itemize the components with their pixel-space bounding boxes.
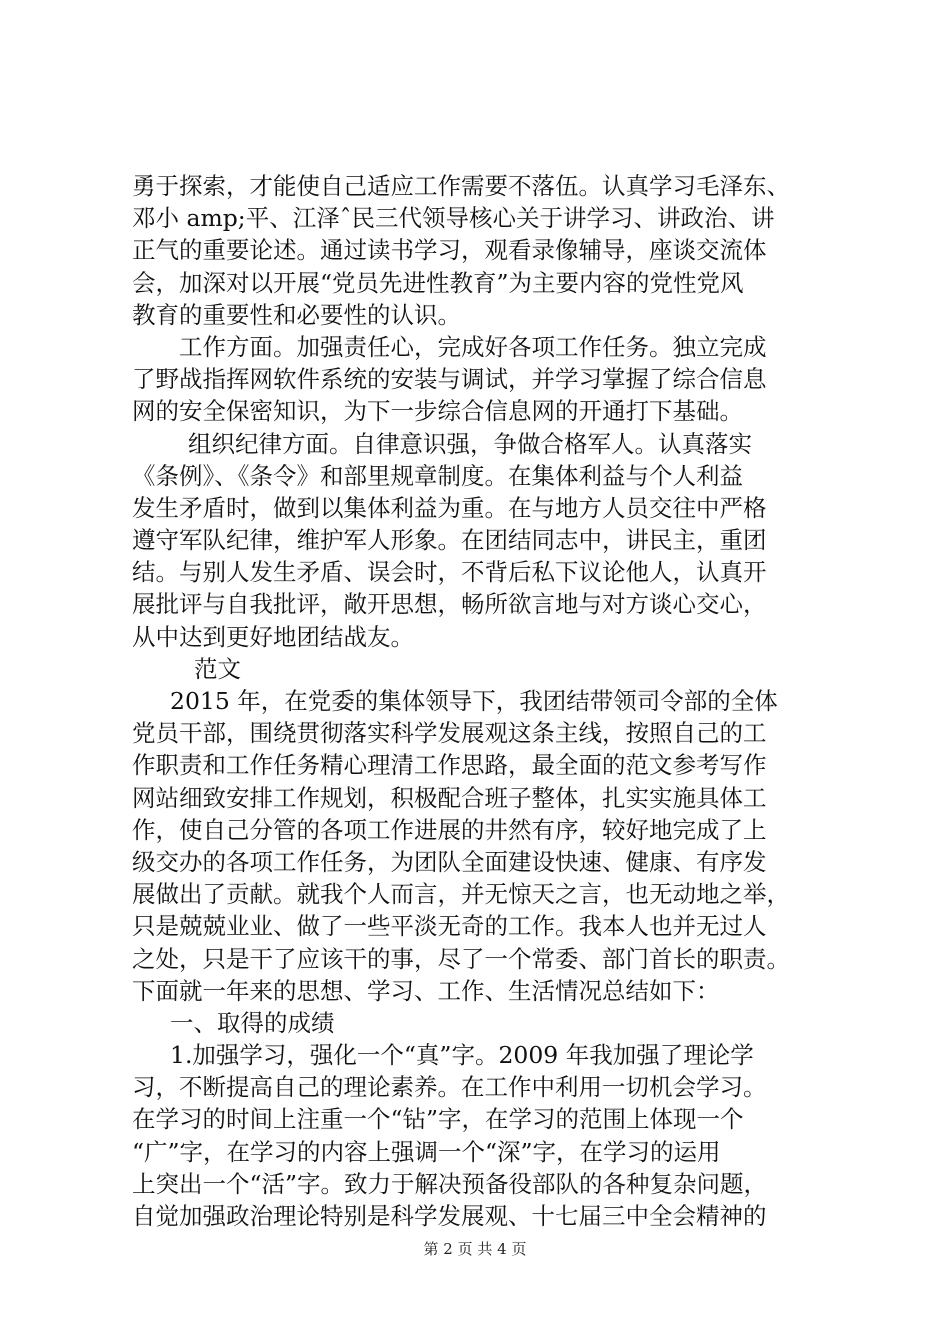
text-line: 2015 年，在党委的集体领导下，我团结带领司令部的全体: [170, 687, 778, 715]
text-line: 级交办的各项工作任务，为团队全面建设快速、健康、有序发: [132, 847, 767, 876]
text-line: 在学习的时间上注重一个“钻”字，在学习的范围上体现一个: [132, 1105, 744, 1134]
text-line: 下面就一年来的思想、学习、工作、生活情况总结如下：: [132, 976, 720, 1005]
text-line: 会，加深对以开展“党员先进性教育”为主要内容的党性党风: [132, 268, 744, 297]
text-line: 正气的重要论述。通过读书学习，观看录像辅导，座谈交流体: [132, 236, 767, 265]
text-line: 只是兢兢业业、做了一些平淡无奇的工作。我本人也并无过人: [132, 912, 767, 941]
body-text: [132, 170, 832, 1232]
text-line: 作，使自己分管的各项工作进展的井然有序，较好地完成了上: [132, 815, 767, 844]
text-line: 习，不断提高自己的理论素养。在工作中利用一切机会学习。: [132, 1073, 767, 1102]
text-line: 教育的重要性和必要性的认识。: [132, 300, 461, 329]
text-line: 网的安全保密知识，为下一步综合信息网的开通打下基础。: [132, 397, 743, 426]
text-line: 从中达到更好地团结战友。: [132, 622, 414, 651]
text-line: 遵守军队纪律，维护军人形象。在团结同志中，讲民主，重团: [132, 526, 767, 555]
text-line: 党员干部，围绕贯彻落实科学发展观这条主线，按照自己的工: [132, 719, 767, 748]
text-line: 邓小 amp;平、江泽ˆ民三代领导核心关于讲学习、讲政治、讲: [132, 204, 775, 233]
text-line: 展做出了贡献。就我个人而言，并无惊天之言，也无动地之举，: [132, 880, 790, 909]
text-line: 发生矛盾时，做到以集体利益为重。在与地方人员交往中严格: [132, 493, 767, 522]
text-line: 展批评与自我批评，敞开思想，畅所欲言地与对方谈心交心，: [132, 590, 767, 619]
text-line: 之处，只是干了应该干的事，尽了一个常委、部门首长的职责。: [132, 944, 790, 973]
text-line: 网站细致安排工作规划，积极配合班子整体，扎实实施具体工: [132, 783, 767, 812]
text-line: 了野战指挥网软件系统的安装与调试，并学习掌握了综合信息: [132, 365, 767, 394]
text-line: 1.加强学习，强化一个“真”字。2009 年我加强了理论学: [170, 1041, 754, 1070]
text-line: 作职责和工作任务精心理清工作思路，最全面的范文参考写作: [132, 751, 767, 780]
text-line: 上突出一个“活”字。致力于解决预备役部队的各种复杂问题，: [132, 1169, 768, 1198]
text-line: 自觉加强政治理论特别是科学发展观、十七届三中全会精神的: [132, 1202, 767, 1230]
page-footer: 第 2 页 共 4 页: [423, 1240, 527, 1258]
text-line: 《条例》、《条令》和部里规章制度。在集体利益与个人利益: [132, 461, 743, 490]
text-line: 勇于探索，才能使自己适应工作需要不落伍。认真学习毛泽东、: [132, 172, 790, 200]
text-line: 一、取得的成绩: [170, 1008, 335, 1037]
text-line: 结。与别人发生矛盾、误会时，不背后私下议论他人，认真开: [132, 558, 767, 587]
text-line: 工作方面。加强责任心，完成好各项工作任务。独立完成: [179, 332, 767, 361]
text-line: 范文: [194, 654, 241, 683]
text-line: “广”字，在学习的内容上强调一个“深”字，在学习的运用: [132, 1137, 721, 1166]
text-line: 组织纪律方面。自律意识强，争做合格军人。认真落实: [188, 429, 752, 458]
